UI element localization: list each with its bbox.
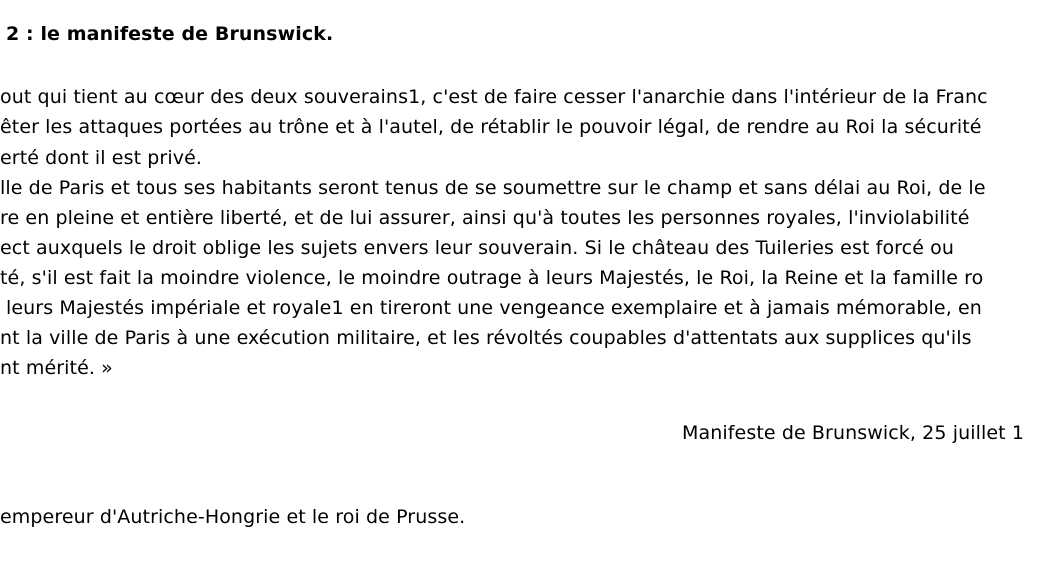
- body-line: erté dont il est privé.: [0, 147, 202, 169]
- body-line: ect auxquels le droit oblige les sujets envers leur souverain. Si le château des Tuileries est forcé ou: [0, 237, 955, 259]
- body-line: êter les attaques portées au trône et à l'autel, de rétablir le pouvoir légal, de rendre au Roi la sécurité: [0, 116, 982, 138]
- body-line: té, s'il est fait la moindre violence, le moindre outrage à leurs Majestés, le Roi, la Reine et la famille ro: [0, 267, 984, 289]
- footnote: empereur d'Autriche-Hongrie et le roi de Prusse.: [0, 506, 466, 528]
- body-line: lle de Paris et tous ses habitants seront tenus de se soumettre sur le champ et sans délai au Roi, de le: [0, 177, 986, 199]
- document-title: 2 : le manifeste de Brunswick.: [6, 23, 334, 45]
- body-line: nt la ville de Paris à une exécution militaire, et les révoltés coupables d'attentats aux supplices qu'ils: [0, 327, 972, 349]
- body-line: re en pleine et entière liberté, et de lui assurer, ainsi qu'à toutes les personnes royales, l'inviolabilité: [0, 207, 970, 229]
- body-line: out qui tient au cœur des deux souverains1, c'est de faire cesser l'anarchie dans l'intérieur de la Franc: [0, 86, 988, 108]
- body-line: leurs Majestés impériale et royale1 en tireront une vengeance exemplaire et à jamais mémorable, en: [6, 297, 982, 319]
- source-citation: Manifeste de Brunswick, 25 juillet 1: [682, 422, 1025, 444]
- body-line: nt mérité. »: [0, 357, 113, 379]
